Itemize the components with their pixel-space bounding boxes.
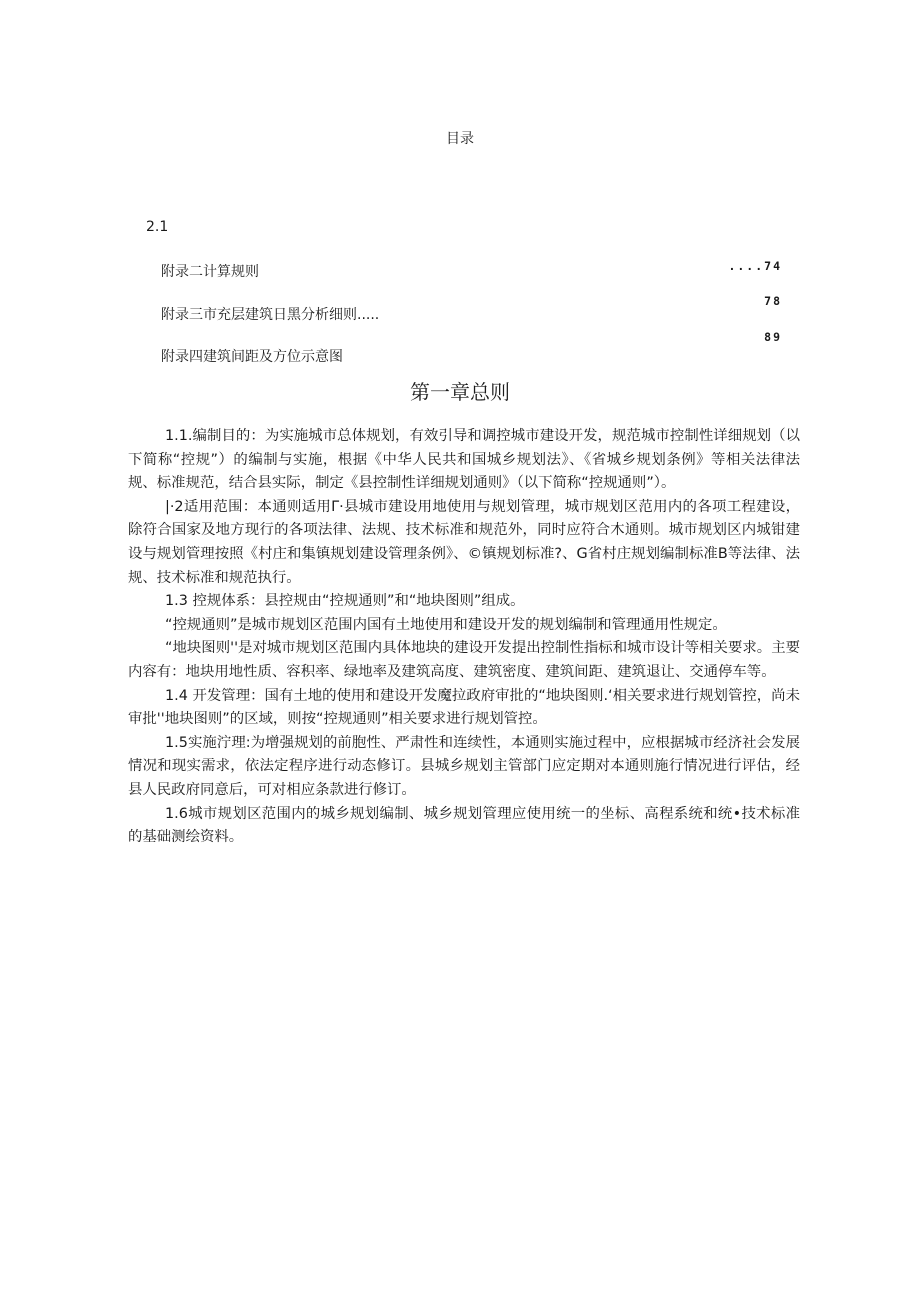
chapter-title: 第一章总则 (410, 380, 510, 404)
paragraph-1-6: 1.6城市规划区范围内的城乡规划编制、城乡规划管理应使用统一的坐标、高程系统和统•技术标准的基础测绘资料。 (128, 805, 800, 846)
toc-page-appendix-3: 78 (764, 294, 782, 308)
toc-entry-appendix-3[interactable]: 附录三市充层建筑日黑分析细则..... (161, 307, 380, 323)
paragraph-1-4: 1.4 开发管理：国有土地的使用和建设开发魔拉政府审批的“地块图则.‘相关要求进行规划管控，尚未审批''地块图则”的区域，则按“控规通则”相关要求进行规划管控。 (128, 687, 800, 728)
toc-entry-appendix-4[interactable]: 附录四建筑间距及方位示意图 (161, 349, 343, 365)
toc-title: 目录 (446, 131, 474, 147)
toc-section-number: 2.1 (146, 219, 169, 235)
paragraph-plot-drawings: “地块图则''是对城市规划区范围内具体地块的建设开发提出控制性指标和城市设计等相关要求。主要内容有：地块用地性质、容积率、绿地率及建筑高度、建筑密度、建筑间距、建筑退让、交通停车等。 (128, 640, 800, 680)
paragraph-1-2: |·2适用范围：本通则适用Γ·县城市建设用地使用与规划管理，城市规划区范用内的各项工程建设，除符合国家及地方现行的各项法律、法规、技术标准和规范外，同时应符合木通则。城市规划区内城钳建设与规划管理按照《村庄和集镇规划建设管理条例》、©镇规划标准?、G省村庄规划编制标准B等法律、法规、技术标准和规范执行。 (128, 498, 800, 586)
paragraph-1-1: 1.1.编制目的：为实施城市总体规划，有效引导和调控城市建设开发，规范城市控制性详细规划（以下简称“控规”）的编制与实施，根据《中华人民共和国城乡规划法》、《省城乡规划条例》等相关法律法规、标准规范，结合县实际，制定《县控制性详细规划通则》（以下简称“控规通则”）。 (128, 428, 800, 492)
paragraph-1-5: 1.5实施泞理:为增强规划的前胞性、严肃性和连续性，本通则实施过程中，应根据城市经济社会发展情况和现实需求，依法定程序进行动态修订。县城乡规划主管部门应定期对本通则施行情况进行评估，经县人民政府同意后，可对相应条款进行修订。 (128, 734, 800, 798)
toc-entry-appendix-2[interactable]: 附录二计算规则 (161, 264, 259, 280)
paragraph-control-rules: “控规通则”是城市规划区范围内国有土地使用和建设开发的规划编制和管理通用性规定。 (165, 616, 727, 633)
paragraph-1-3: 1.3 控规体系：县控规由“控规通则”和“地块图则”组成。 (165, 593, 525, 610)
chapter-body (128, 425, 800, 850)
toc-page-appendix-4: 89 (764, 330, 782, 344)
toc-page-appendix-2: ....74 (728, 259, 782, 273)
